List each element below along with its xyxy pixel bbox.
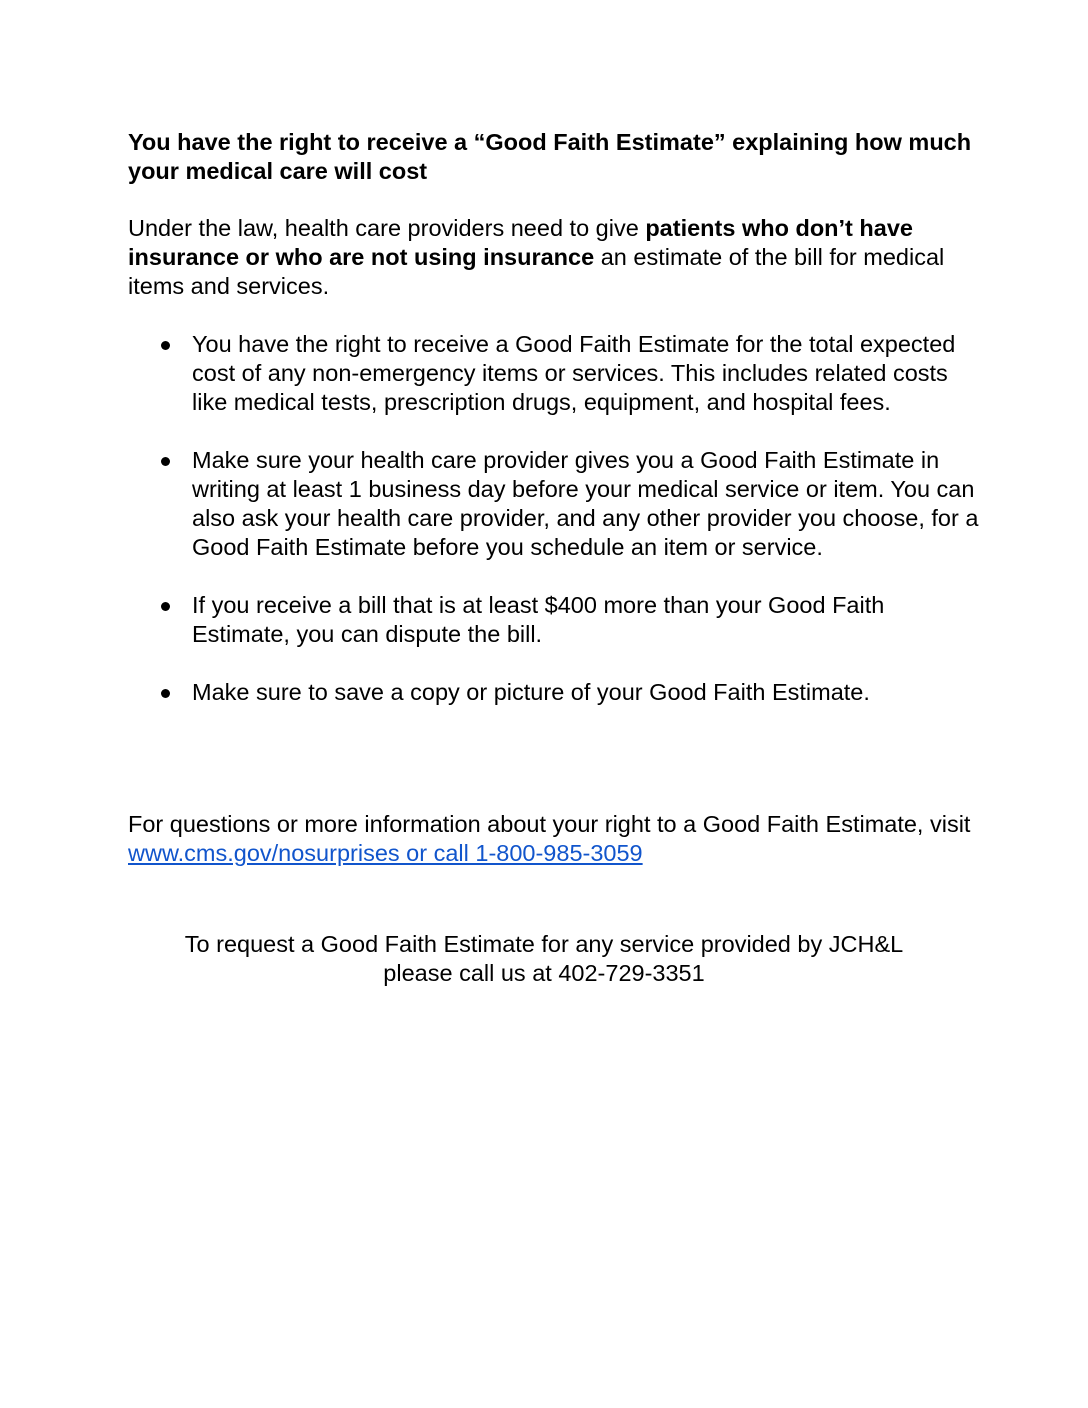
intro-text-end: an estimate of the bill for medical items and services.: [128, 244, 945, 299]
list-item-text: You have the right to receive a Good Faith Estimate for the total expected cost of any non-emergency items or services. This includes related costs like medical tests, prescription drugs, equipment, and hospital fees.: [192, 331, 956, 415]
page-title: You have the right to receive a “Good Faith Estimate” explaining how much your medical care will cost: [128, 129, 972, 184]
intro-paragraph: [128, 214, 958, 301]
request-paragraph: [128, 930, 960, 988]
bullet-icon: [161, 341, 170, 350]
list-item: [128, 678, 988, 707]
rights-list: [128, 330, 988, 736]
questions-paragraph: [128, 810, 988, 868]
list-item-text: Make sure your health care provider gives you a Good Faith Estimate in writing at least 1 business day before your medical service or item. You can also ask your health care provider, and any other provider you choose, for a Good Faith Estimate before you schedule an item or service.: [192, 447, 979, 560]
request-line-1: To request a Good Faith Estimate for any service provided by JCH&L: [184, 931, 904, 957]
cms-link[interactable]: www.cms.gov/nosurprises or call 1-800-985-3059: [128, 840, 643, 866]
list-item: [128, 330, 988, 417]
request-line-2: please call us at 402-729-3351: [383, 960, 705, 986]
bullet-icon: [161, 457, 170, 466]
bullet-icon: [161, 602, 170, 611]
list-item: [128, 591, 988, 649]
intro-bold-text: patients who don’t have insurance or who are not using insurance: [128, 215, 913, 270]
intro-text-start: Under the law, health care providers need to give: [128, 215, 646, 241]
bullet-icon: [161, 689, 170, 698]
list-item: [128, 446, 988, 562]
questions-text: For questions or more information about your right to a Good Faith Estimate, visit: [128, 811, 971, 837]
list-item-text: If you receive a bill that is at least $400 more than your Good Faith Estimate, you can dispute the bill.: [192, 592, 885, 647]
list-item-text: Make sure to save a copy or picture of your Good Faith Estimate.: [192, 679, 870, 705]
